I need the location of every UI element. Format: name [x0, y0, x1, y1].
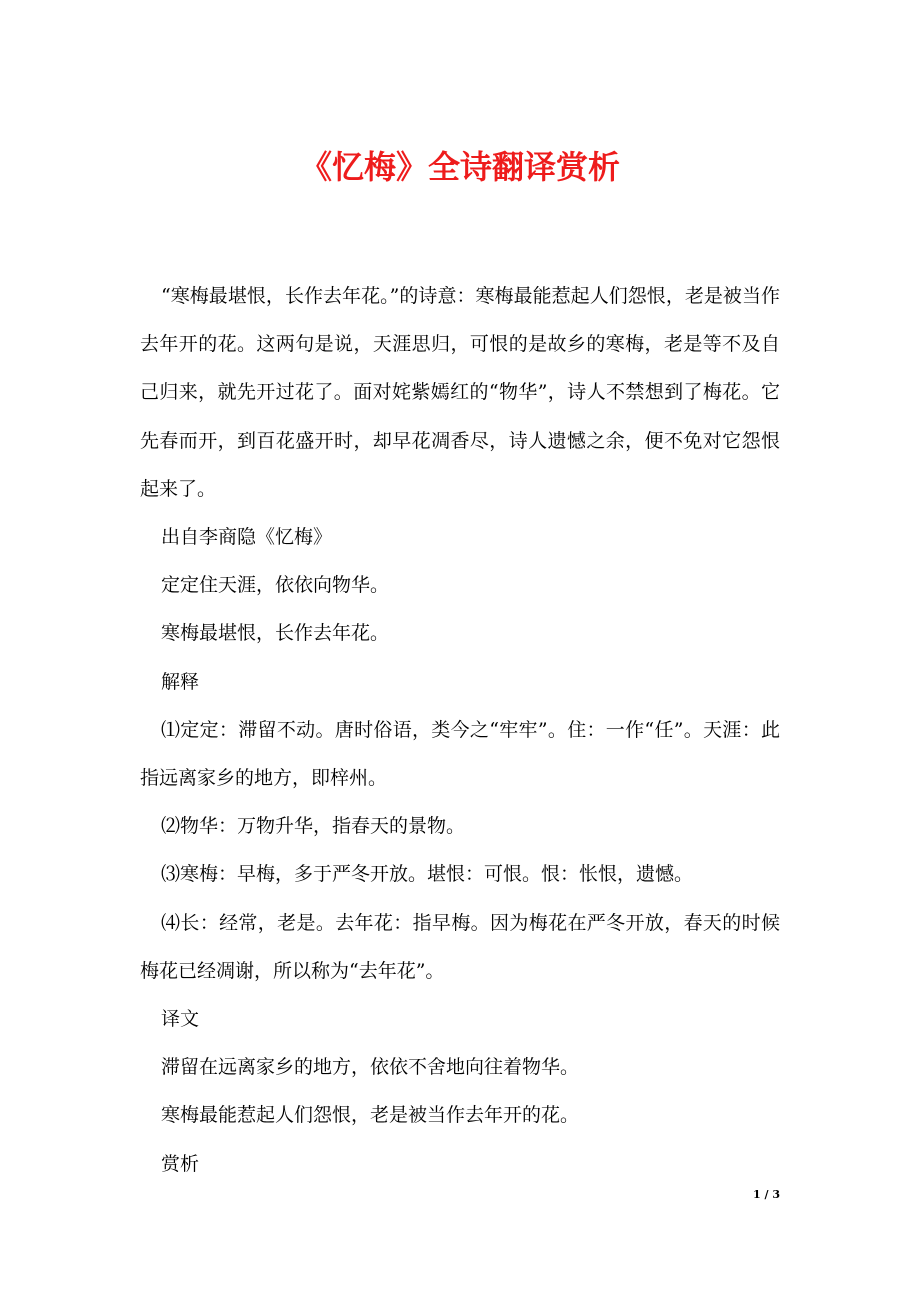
page-title: 《忆梅》全诗翻译赏析	[299, 148, 620, 186]
note-2: ⑵物华：万物升华，指春天的景物。	[161, 815, 466, 838]
body-text	[140, 272, 780, 1188]
poem-line-1: 定定住天涯，依依向物华。	[161, 574, 390, 597]
poem-line-2: 寒梅最堪恨，长作去年花。	[161, 622, 390, 645]
page-number: 1 / 3	[753, 1188, 780, 1201]
note-1: ⑴定定：滞留不动。唐时俗语，类今之“牢牢”。住：一作“任”。天涯：此指远离家乡的地方，即梓州。	[140, 718, 780, 790]
translation-line-2: 寒梅最能惹起人们怨恨，老是被当作去年开的花。	[161, 1104, 580, 1127]
section-heading-explanation: 解释	[161, 670, 200, 693]
paragraph-source: 出自李商隐《忆梅》	[161, 526, 333, 549]
section-heading-appreciation: 赏析	[161, 1152, 200, 1175]
paragraph-intro: “寒梅最堪恨，长作去年花。”的诗意：寒梅最能惹起人们怨恨，老是被当作去年开的花。这两句是说，天涯思归，可恨的是故乡的寒梅，老是等不及自己归来，就先开过花了。面对姹紫嫣红的“物华”，诗人不禁想到了梅花。它先春而开，到百花盛开时，却早花凋香尽，诗人遗憾之余，便不免对它怨恨起来了。	[140, 285, 780, 500]
note-3: ⑶寒梅：早梅，多于严冬开放。堪恨：可恨。恨：怅恨，遗憾。	[161, 863, 694, 886]
translation-line-1: 滞留在远离家乡的地方，依依不舍地向往着物华。	[161, 1056, 580, 1079]
section-heading-translation: 译文	[161, 1008, 200, 1031]
note-4: ⑷长：经常，老是。去年花：指早梅。因为梅花在严冬开放，春天的时候梅花已经凋谢，所以称为“去年花”。	[140, 911, 780, 982]
